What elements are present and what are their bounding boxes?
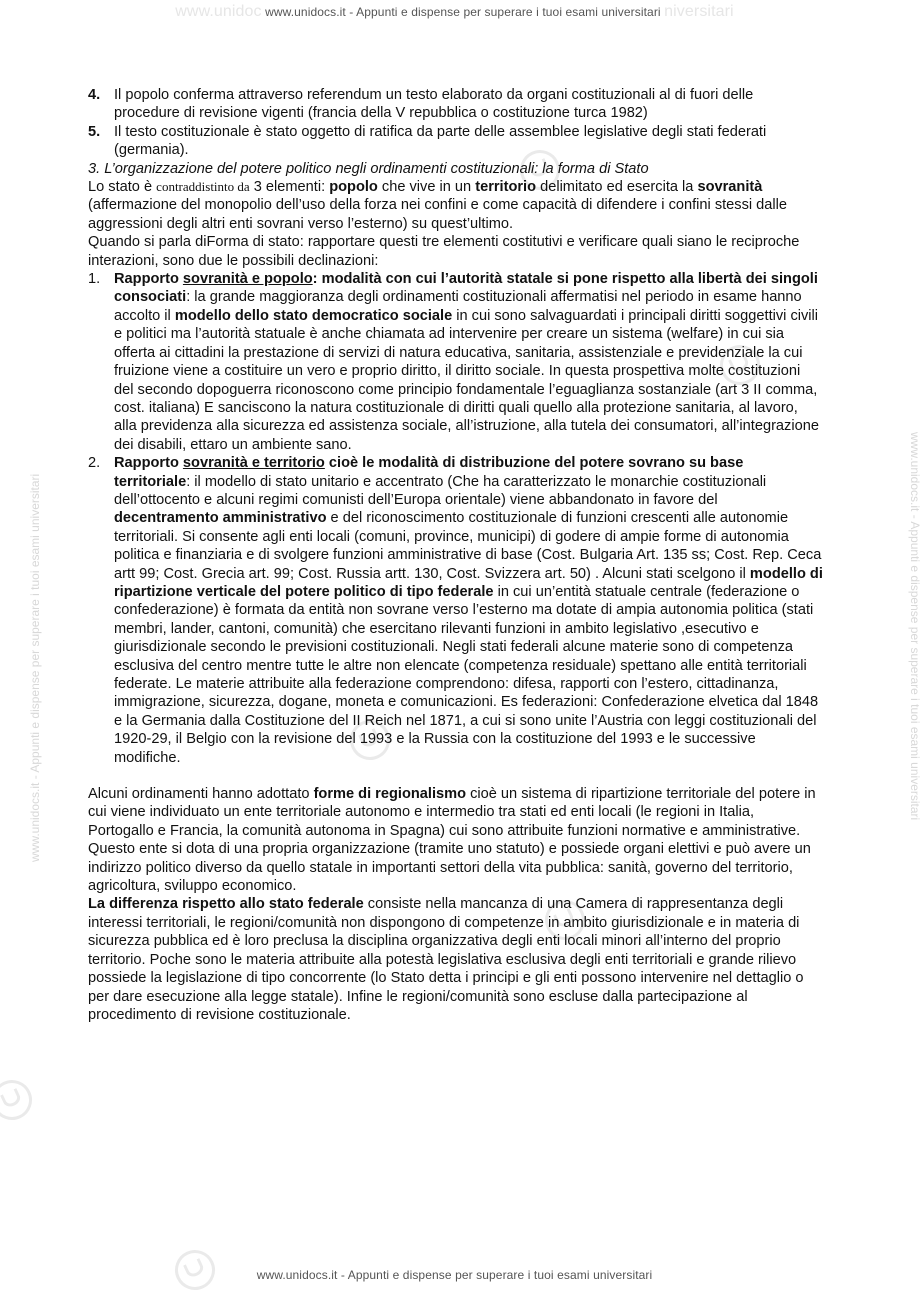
footer-banner-text: www.unidocs.it - Appunti e dispense per superare i tuoi esami universitari: [256, 1268, 653, 1282]
paragraph-regionalismo: [88, 785, 823, 895]
list-item-1: [88, 270, 823, 454]
text-run: che vive in un: [381, 179, 472, 196]
list-number: 1.: [88, 271, 101, 288]
section-title: 3. L’organizzazione del potere politico negli ordinamenti costituzionali: la forma di Stato: [88, 160, 649, 177]
list-item-5: [88, 123, 823, 160]
ghost-watermark-left: www.unidoc: [175, 3, 262, 20]
text-run: in cui sono salvaguardati i principali diritti soggettivi civili e politici ma l’autorità statuale è anche chiamata ad intervenire per creare un sistema (welfare) in cui sia offerta ai cittadini la prestazione di servizi di natura educativa, sanitaria, assistenziale e previdenziale la cui fruizione viene a costituire un vero e proprio diritto, il diritto sociale. In questa prospettiva molte costituzioni del secondo dopoguerra riconoscono come principio fondamentale l’eguaglianza sostanziale (art 3 II comma, cost. italiana) E sanciscono la natura costituzionale di diritti quali quello alla protezione sanitaria, al lavoro, alla previdenza alla sicurezza ed assistenza sociale, all’istruzione, alla tutela dei consumatori, all’integrazione dei disabili, ettaro un ambiente sano.: [114, 307, 819, 453]
bold-run: forme di regionalismo: [313, 786, 467, 803]
text-run: Alcuni ordinamenti hanno adottato: [88, 786, 310, 803]
text-run: cioè un sistema di ripartizione territoriale del potere in cui viene individuato un ente territoriale autonomo e intermedio tra stati ed enti locali (le regioni in Italia, Portogallo e Francia, la comunità autonoma in Spagna) cui sono attribuite funzioni normative e amministrative. Questo ente si dota di una propria organizzazione (tramite uno statuto) e possiede organi elettivi e può avere un indirizzo politico diverso da quello statale in importanti settori della vita pubblica: sanità, governo del territorio, agricoltura, sviluppo economico.: [88, 786, 816, 895]
paragraph-differenza: [88, 895, 823, 1024]
bold-term-popolo: popolo: [329, 179, 378, 196]
bold-term-territorio: territorio: [475, 179, 537, 196]
spacer: [88, 767, 823, 785]
bold-run: : modalità con cui l’autorità statale si pone rispetto alla libertà dei singoli consociati: [114, 271, 818, 306]
text-run: contraddistinto da: [156, 179, 250, 195]
list-number: 5.: [88, 123, 101, 140]
text-run: e del riconoscimento costituzionale di funzioni crescenti alle autonomie territoriali. Si consente agli enti locali (comuni, province, municipi) di godere di ampie forme di autonomia politica e finanziaria e di svolgere funzioni amministrative di base (Cost. Bulgaria Art. 135 ss; Cost. Rep. Ceca artt 99; Cost. Grecia art. 99; Cost. Russia artt. 130, Cost. Svizzera art. 50) . Alcuni stati scelgono il: [114, 510, 822, 582]
underlined-term: sovranità e popolo: [182, 271, 313, 288]
text-run: consiste nella mancanza di una Camera di rappresentanza degli interessi territoriali, le regioni/comunità non dispongono di competenze in ambito giurisdizionale e in materia di sicurezza pubblica ed è loro preclusa la disciplina organizzativa degli enti locali minori all’interno del proprio territorio. Poche sono le materia attribuite alla potestà legislativa esclusiva degli enti territoriali e grande rilievo possiede la legislazione di tipo concorrente (lo Stato detta i principi e gli enti possono intervenire nel dettaglio o per dare esecuzione alla legge statale). Infine le regioni/comunità sono escluse dalla partecipazione al procedimento di revisione costituzionale.: [88, 896, 804, 1023]
ghost-watermark-right: niversitari: [664, 3, 734, 20]
list-text: Il testo costituzionale è stato oggetto di ratifica da parte delle assemblee legislative degli stati federati (germania).: [114, 123, 767, 159]
header-banner: [0, 3, 909, 21]
text-run: delimitato ed esercita la: [540, 179, 694, 196]
text-run: 3 elementi:: [253, 179, 326, 196]
side-watermark-left: www.unidocs.it - Appunti e dispense per superare i tuoi esami universitari: [28, 473, 42, 862]
underlined-term: sovranità e territorio: [182, 455, 325, 472]
text-run: : la grande maggioranza degli ordinamenti costituzionali affermatisi nel periodo in esame hanno accolto il: [114, 289, 802, 324]
text-run: : il modello di stato unitario e accentrato (Che ha caratterizzato le monarchie costituzionali dell’ottocento e alcuni regimi comunisti dell’Europa orientale) viene abbandonato in favore del: [114, 473, 767, 508]
text-run: Lo stato è: [88, 179, 153, 196]
footer-banner: [0, 1268, 909, 1282]
bold-run: modello di ripartizione verticale del potere politico di tipo federale: [114, 565, 823, 600]
bold-run: Rapporto: [114, 271, 179, 288]
paragraph-stato-elementi: [88, 178, 823, 233]
unidocs-logo-icon: [0, 1073, 39, 1126]
header-banner-text: www.unidocs.it - Appunti e dispense per superare i tuoi esami universitari: [265, 5, 661, 19]
bold-run: Rapporto: [114, 455, 179, 472]
bold-run: decentramento amministrativo: [114, 510, 327, 527]
paragraph-forma-di-stato: Quando si parla diForma di stato: rapportare questi tre elementi costitutivi e verificare quali siano le reciproche interazioni, sono due le possibili declinazioni:: [88, 234, 800, 269]
bold-run: modello dello stato democratico sociale: [174, 307, 453, 324]
list-item-2: [88, 454, 823, 767]
document-body: [88, 86, 823, 1024]
text-run: (affermazione del monopolio dell’uso della forza nei confini e come capacità di difendere i confini stessi dalle aggressioni degli altri enti sovrani verso l’esterno) su quest’ultimo.: [88, 197, 788, 232]
bold-run: La differenza rispetto allo stato federale: [88, 896, 364, 913]
list-number: 2.: [88, 455, 101, 472]
text-run: in cui un’entità statuale centrale (federazione o confederazione) è formata da entità non sovrane verso l’esterno ma dotate di ampia autonomia politica (stati membri, lander, cantoni, comunità) che esercitano rilevanti funzioni in ambito legislativo ,esecutivo e giurisdizionale secondo le previsioni costituzionali. Negli stati federali alcune materie sono di competenza esclusiva del centro mentre tutte le altre non elencate (competenza residuale) spettano alle entità territoriali federate. Le materie attribuite alla federazione comprendono: difesa, rapporti con l’estero, cittadinanza, immigrazione, sicurezza, dogane, moneta e comunicazioni. Es federazioni: Confederazione elvetica dal 1848 e la Germania dalla Costituzione del II Reich nel 1871, a cui si sono unite l’Austria con leggi costituzionali del 1920-29, il Belgio con la revisione del 1993 e la Russia con la costituzione del 1993 e le successive modifiche.: [114, 583, 819, 766]
list-number: 4.: [88, 87, 101, 103]
list-text: Il popolo conferma attraverso referendum un testo elaborato da organi costituzionali al di fuori delle procedure di revisione vigenti (francia della V repubblica o costituzione turca 1982): [114, 87, 754, 122]
side-watermark-right: www.unidocs.it - Appunti e dispense per superare i tuoi esami universitari: [908, 432, 922, 821]
bold-term-sovranita: sovranità: [697, 179, 763, 196]
list-item-4: [88, 86, 823, 123]
bold-run: cioè le modalità di distribuzione del potere sovrano su base territoriale: [114, 455, 744, 490]
